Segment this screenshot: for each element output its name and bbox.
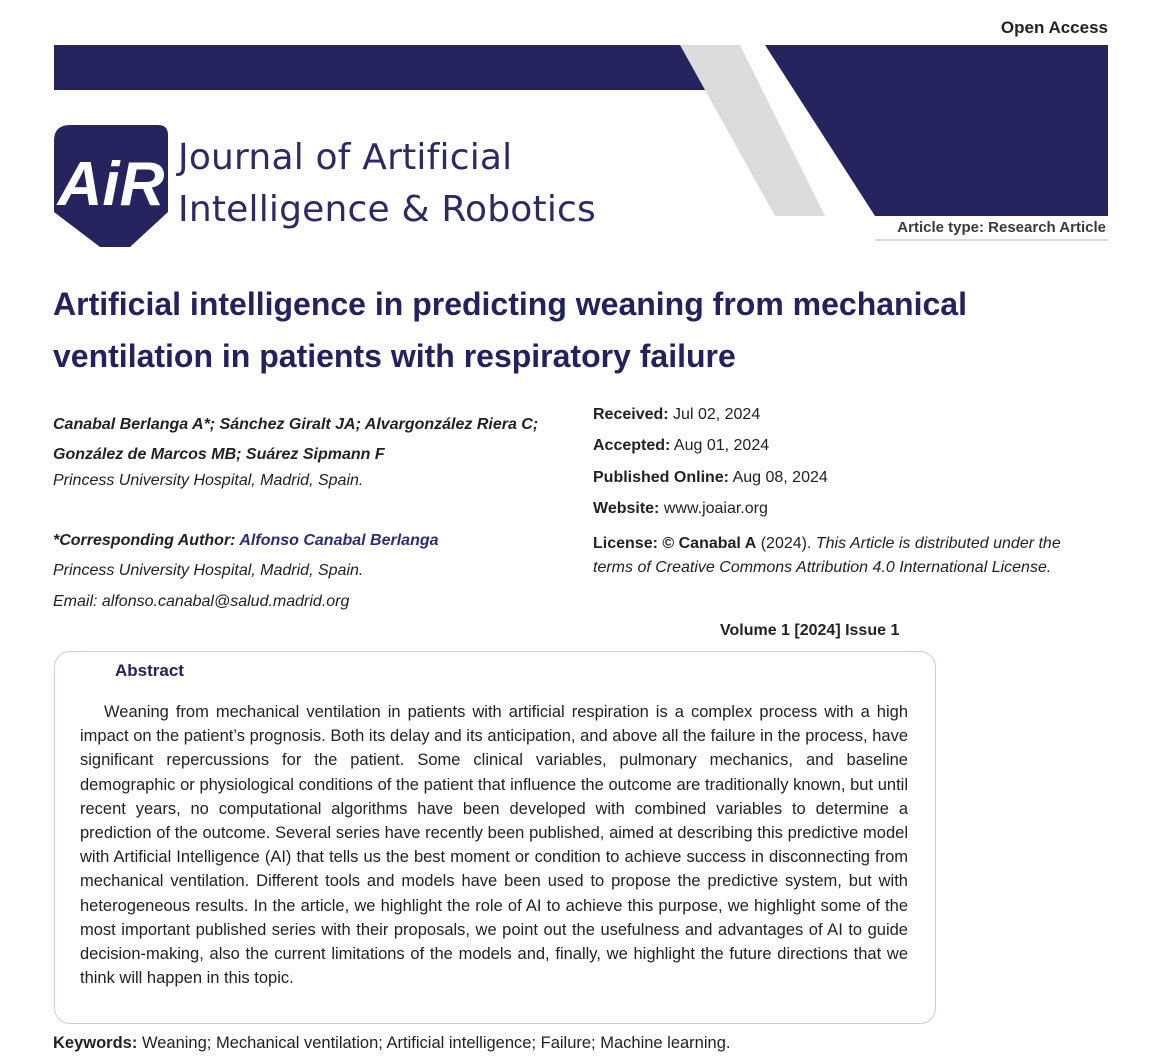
abstract-text: Weaning from mechanical ventilation in patients with artificial respiration is a complex process with a high impact on the patient’s prognosis. Both its delay and its anticipation, and above all the failure in the process, have significant repercussions for the patient. Some clinical variables, pulmonary mechanics, and baseline demographic or physiological conditions of the patient that influence the outcome are traditionally known, but until recent years, no computational algorithms have been developed with combined variables to determine a prediction of the outcome. Several series have recently been published, aimed at describing this predictive model with Artificial Intelligence (AI) that tells us the best moment or condition to achieve success in disconnecting from mechanical ventilation. Different tools and models have been used to propose the predictive system, but with heterogeneous results. In the article, we highlight the role of AI to achieve this purpose, we highlight some of the most important published series with their proposals, we point out the usefulness and advantages of AI to guide decision-making, also the current limitations of the models and, finally, we highlight the future directions that we think will happen in this topic.: [80, 703, 908, 988]
corresponding-author-affiliation: Princess University Hospital, Madrid, Spain.: [53, 562, 364, 579]
published-label: Published Online:: [593, 469, 730, 486]
journal-name: [178, 132, 596, 236]
license-text: This Article is distributed under the terms of Creative Commons Attribution 4.0 International License.: [593, 535, 1061, 576]
website-link[interactable]: www.joaiar.org: [663, 500, 768, 517]
accepted-value: Aug 01, 2024: [673, 437, 770, 454]
corresponding-author: [53, 532, 439, 550]
corresponding-author-email[interactable]: Email: alfonso.canabal@salud.madrid.org: [53, 593, 350, 610]
website: [593, 500, 768, 518]
abstract-heading: Abstract: [115, 661, 184, 680]
journal-name-line1: Journal of Artificial: [178, 137, 513, 178]
article-type: Article type: Research Article: [897, 219, 1106, 236]
license-holder: © Canabal A: [662, 535, 757, 552]
journal-logo: [54, 125, 168, 247]
banner-navy-band-left: [54, 45, 735, 90]
volume-issue: Volume 1 [2024] Issue 1: [720, 622, 900, 639]
keywords: [53, 1034, 730, 1053]
corresponding-author-name[interactable]: Alfonso Canabal Berlanga: [239, 532, 439, 549]
license: [593, 532, 1063, 580]
accepted-date: [593, 437, 769, 455]
author-affiliation: Princess University Hospital, Madrid, Spain.: [53, 472, 364, 489]
keywords-text: Weaning; Mechanical ventilation; Artificial intelligence; Failure; Machine learning.: [141, 1034, 731, 1052]
license-label: License:: [593, 535, 658, 552]
received-label: Received:: [593, 406, 669, 423]
published-date: [593, 469, 828, 487]
author-list: Canabal Berlanga A*; Sánchez Giralt JA; Alvargonzález Riera C; González de Marcos MB; Suárez Sipmann F: [53, 416, 539, 463]
received-date: [593, 406, 760, 424]
journal-name-line2: Intelligence & Robotics: [178, 189, 596, 230]
published-value: Aug 08, 2024: [732, 469, 828, 486]
logo-text: AiR: [57, 150, 165, 219]
license-year: (2024).: [760, 535, 812, 552]
banner-navy-block-right: [765, 45, 1108, 216]
corresponding-author-label: *Corresponding Author:: [53, 532, 236, 549]
article-title: Artificial intelligence in predicting weaning from mechanical ventilation in patients with respiratory failure: [53, 286, 967, 374]
open-access-label: Open Access: [1000, 18, 1108, 37]
keywords-label: Keywords:: [53, 1034, 138, 1052]
website-label: Website:: [593, 500, 660, 517]
accepted-label: Accepted:: [593, 437, 671, 454]
received-value: Jul 02, 2024: [673, 406, 761, 423]
